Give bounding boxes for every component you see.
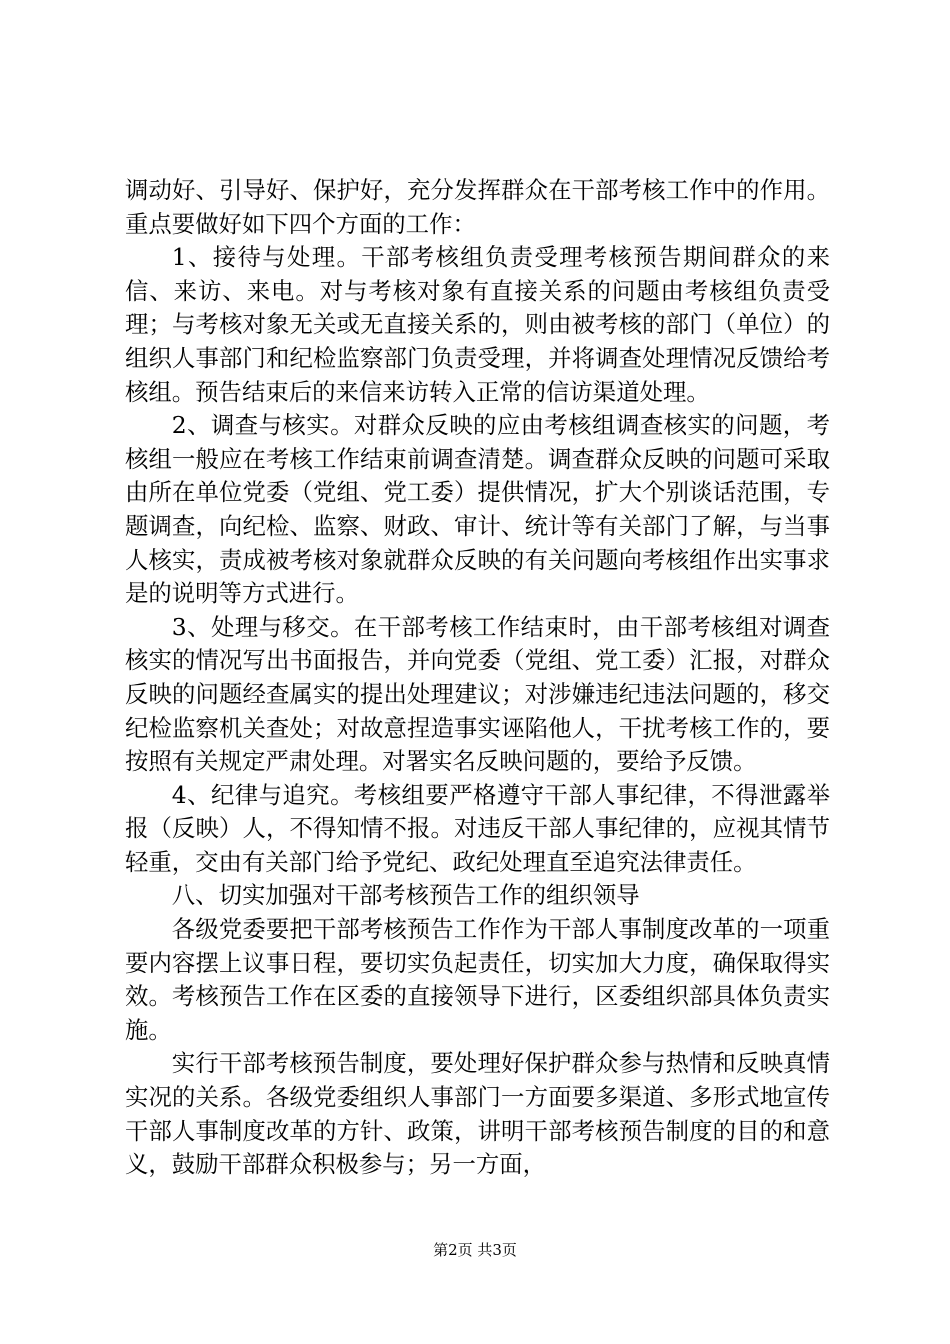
paragraph-2: 1、接待与处理。干部考核组负责受理考核预告期间群众的来信、来访、来电。对与考核对象有直接关系的问题由考核组负责受理；与考核对象无关或无直接关系的，则由被考核的部门（单位）的组织人事部门和纪检监察部门负责受理，并将调查处理情况反馈给考核组。预告结束后的来信来访转入正常的信访渠道处理。 [125,243,830,406]
page-number-footer: 第2页 共3页 [433,1241,517,1259]
paragraph-4: 3、处理与移交。在干部考核工作结束时，由干部考核组对调查核实的情况写出书面报告，并向党委（党组、党工委）汇报，对群众反映的问题经查属实的提出处理建议；对涉嫌违纪违法问题的，移交纪检监察机关查处；对故意捏造事实诬陷他人，干扰考核工作的，要按照有关规定严肃处理。对署实名反映问题的，要给予反馈。 [125,612,830,776]
document-body [125,174,830,1182]
paragraph-3: 2、调查与核实。对群众反映的应由考核组调查核实的问题，考核组一般应在考核工作结束前调查清楚。调查群众反映的问题可采取由所在单位党委（党组、党工委）提供情况，扩大个别谈话范围，专题调查，向纪检、监察、财政、审计、统计等有关部门了解，与当事人核实，责成被考核对象就群众反映的有关问题向考核组作出实事求是的说明等方式进行。 [125,411,830,608]
paragraph-8: 实行干部考核预告制度，要处理好保护群众参与热情和反映真情实况的关系。各级党委组织人事部门一方面要多渠道、多形式地宣传干部人事制度改革的方针、政策，讲明干部考核预告制度的目的和意义，鼓励干部群众积极参与；另一方面， [125,1049,830,1179]
paragraph-1: 调动好、引导好、保护好，充分发挥群众在干部考核工作中的作用。重点要做好如下四个方面的工作： [125,176,830,238]
paragraph-5: 4、纪律与追究。考核组要严格遵守干部人事纪律，不得泄露举报（反映）人，不得知情不报。对违反干部人事纪律的，应视其情节轻重，交由有关部门给予党纪、政纪处理直至追究法律责任。 [125,780,830,876]
section-heading-8: 八、切实加强对干部考核预告工作的组织领导 [171,881,640,910]
paragraph-7: 各级党委要把干部考核预告工作作为干部人事制度改革的一项重要内容摆上议事日程，要切实负起责任，切实加大力度，确保取得实效。考核预告工作在区委的直接领导下进行，区委组织部具体负责实施。 [125,915,830,1044]
